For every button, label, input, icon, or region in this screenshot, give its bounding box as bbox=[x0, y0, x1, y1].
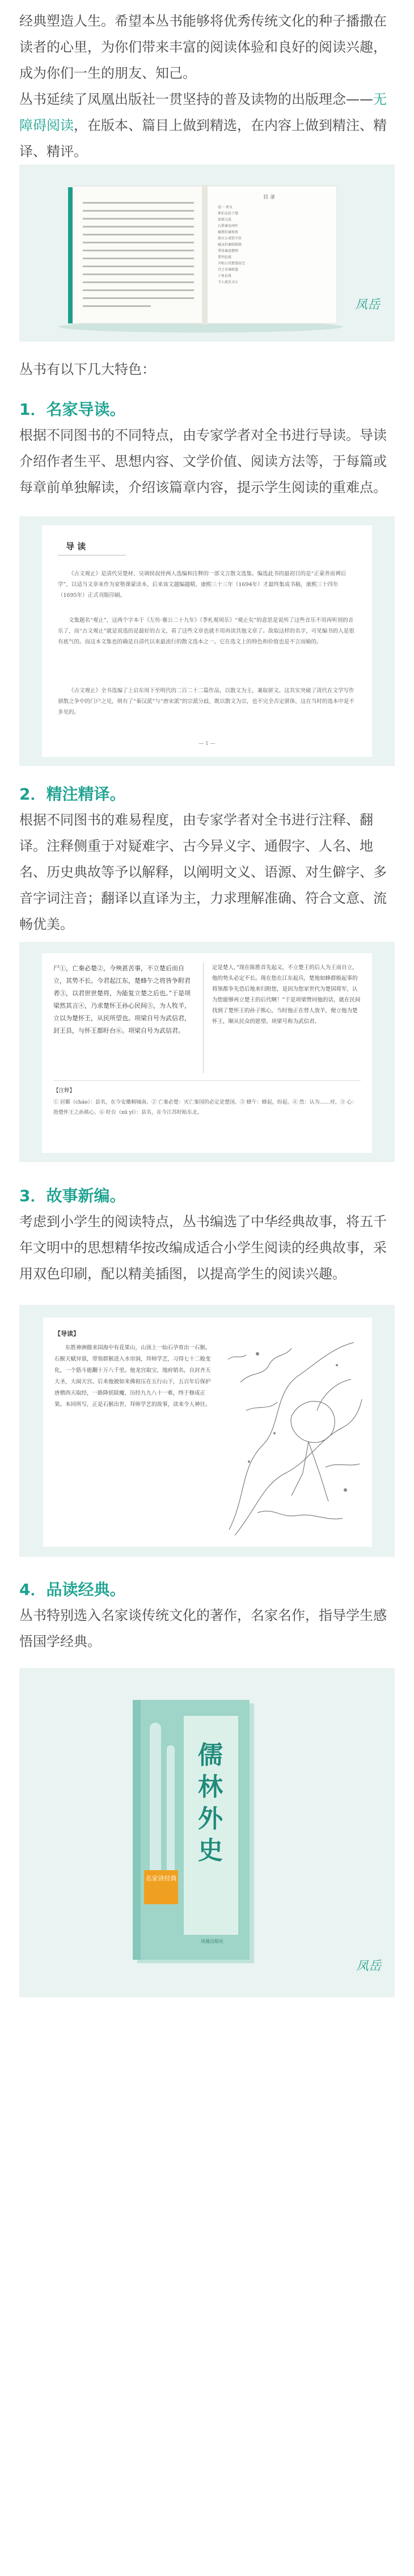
intro-paragraph-1: 经典塑造人生。希望本丛书能够将优秀传统文化的种子播撒在读者的心里，为你们带来丰富的阅读体验和良好的阅读兴趣，成为你们一生的朋友、知己。 bbox=[19, 13, 387, 81]
notes-divider bbox=[53, 1080, 361, 1081]
notes-label: 【注释】 bbox=[53, 1088, 75, 1094]
guide-paragraph-1: 《古文观止》是清代吴楚材、吴调侯叔侄两人选编和注释的一部文言散文选集。编选此书的最初目的是“正蒙养而裨后学”，以适当文章来作为家塾课蒙读本，后来该文越编越精，康熙三十三年（1694年）才最终集成书稿，康熙三十四年（1695年）正式刊版印刷。 bbox=[58, 571, 347, 599]
toc-item: 齐桓公伐楚盟屈完 bbox=[218, 262, 246, 266]
story-body: 东胜神洲傲来国海中有花果山，山顶上一仙石孕育出一石猴。石猴天赋异禀，带领群猴进入水帘洞，拜师学艺，习得七十二般变化，一个筋斗能翻十万八千里。他龙宫取宝，地府销名，自封齐天大圣，大闹天宫。后来他被如来佛祖压在五行山下，五百年后保护唐僧西天取经，一路降妖除魔，历经九九八十一难，终于修成正果。本回所写，正是石猴出世、拜师学艺的故事，读来令人神往。 bbox=[54, 1345, 211, 1408]
feature-2-heading: 2．精注精译。 bbox=[19, 785, 126, 803]
feature-1-body: 根据不同图书的不同特点，由专家学者对全书进行导读。导读介绍作者生平、思想内容、文学价值、阅读方法等，于每篇或每章前单独解读，介绍该篇章内容，提示学生阅读的重难点。 bbox=[19, 427, 387, 495]
toc-title: 目 录 bbox=[263, 195, 275, 200]
toc-item: 子鱼论战 bbox=[218, 274, 232, 278]
cover-badge: 名家讲经典 bbox=[144, 1870, 178, 1904]
story-label: 【导读】 bbox=[54, 1330, 79, 1337]
feature-1-heading: 1．名家导读。 bbox=[19, 400, 126, 419]
guide-label: 导 读 bbox=[66, 541, 86, 552]
toc-item: 卷一 周文 bbox=[218, 205, 233, 209]
guide-paragraph-3: 《古文观止》全书选编了上启东周下至明代的二百二十二篇作品，以散文为主，兼取骈文。这其实突破了清代在文学写作骈散之争中的门户之见，则有了“秦汉派”与“唐宋派”的宗派分歧，既以散文为宗，也不完全否定骈体，这在当时的选本中是不多见的。 bbox=[58, 688, 354, 715]
notes-text: ① 居鄛（cháo）：县名，在今安徽桐城南。② 亡秦必楚：灭亡秦国的必定是楚国。③ 蜂午：蜂起，纷起。④ 然：认为……对。⑤ 心：指楚怀王之孙熊心。⑥ 盱台（xū yí）：县名，在今江苏盱眙东北。 bbox=[53, 1100, 357, 1116]
intro-paragraph-2-tail: ，在版本、篇目上做到精选，在内容上做到精注、精译、精评。 bbox=[19, 117, 387, 159]
features-intro: 丛书有以下几大特色： bbox=[19, 361, 155, 377]
toc-item: 周郑交质 bbox=[218, 218, 232, 222]
feature-4-heading: 4．品读经典。 bbox=[19, 1580, 126, 1599]
feature-2-body: 根据不同图书的难易程度，由专家学者对全书进行注释、翻译。注释侧重于对疑难字、古今异义字、通假字、人名、地名、历史典故等予以解释，以阐明文义、语源、对生僻字、多音字词注音；翻译以直译为主，力求理解准确、符合文意、流畅优美。 bbox=[19, 812, 387, 932]
annotation-translation-text: 定是楚人，”现在陈胜首先起义，不立楚王的后人为王而自立，他的势头必定不长。现在您在江东起兵，楚地如蜂群般起事的将领都争先恐后地来归附您，是因为您家世代为楚国将军，认为您能够再立楚王的后代啊！”于是项梁赞同他的话，就在民间找到了楚怀王的孙子熊心，当时他正在替人放羊，便立他为楚怀王，顺从民众的愿望。项梁号称为武信君。 bbox=[212, 965, 361, 1025]
guide-paragraph-2: 文集题名“观止”，这两个字本于《左传·襄公二十九年》《季札观周乐》“观止矣”的意思是说所了这些音乐不用再听别的音乐了，而“古文观止”就是说选的是最好的古文，看了这些文章也就不用再读其他文章了。故取这样的名字，可见编书的人是很有底气的。而这本文集也的确是自清代以来最流行的散文选本之一。它在选文上的特色和价值也是不言而喻的。 bbox=[58, 617, 354, 645]
toc-item: 郑庄公戒饬守臣 bbox=[218, 237, 242, 241]
svg-text:凤岳: 凤岳 bbox=[356, 1959, 382, 1973]
svg-text:凤岳: 凤岳 bbox=[354, 298, 381, 312]
barrier-free-reading-highlight: 无障碍阅读 bbox=[19, 91, 387, 133]
story-illustration bbox=[223, 1325, 363, 1539]
annotation-original-text: 尸①，亡秦必楚②，今殃甚苦事，不立楚后而自立，其势不长。今君起江东，楚蜂午之将皆争附君者③，以君世世楚将，为能复立楚之后也。”于是项梁然其言④，乃求楚怀王孙心民间⑤，为人牧羊，立以为楚怀王，从民所望也。项梁自号为武信君，封王县，与怀王都盱台⑥。项梁自号为武信君。 bbox=[53, 965, 191, 1034]
intro-paragraph-2 bbox=[19, 86, 395, 165]
story-sample-page bbox=[43, 1318, 372, 1547]
feature-4-body: 丛书特别选入名家谈传统文化的著作，名家名作，指导学生感悟国学经典。 bbox=[19, 1607, 387, 1649]
toc-item: 石碏谏宠州吁 bbox=[218, 224, 239, 228]
guide-label-box bbox=[58, 539, 126, 555]
toc-item: 郑伯克段于鄢 bbox=[218, 212, 239, 216]
intro-paragraph-2-lead: 丛书延续了凤凰出版社一贯坚持的普及读物的出版理念—— bbox=[19, 91, 373, 107]
book-spread-panel bbox=[19, 165, 395, 342]
toc-item: 曹刿论战 bbox=[218, 255, 232, 259]
toc-item: 季梁谏追楚师 bbox=[218, 249, 239, 253]
seal-stamp-icon bbox=[350, 1947, 387, 1984]
seal-stamp-icon bbox=[349, 286, 386, 322]
guide-page-number: — 1 — bbox=[198, 741, 216, 747]
toc-item: 寺人披见文公 bbox=[218, 280, 239, 284]
column-divider bbox=[203, 962, 204, 1074]
feature-3-heading: 3．故事新编。 bbox=[19, 1186, 126, 1205]
book-cover bbox=[133, 1700, 257, 1967]
cover-publisher: 凤凰出版社 bbox=[201, 1939, 223, 1944]
annotation-sample-page bbox=[42, 953, 372, 1153]
toc-item: 臧僖伯谏观鱼 bbox=[218, 230, 239, 234]
toc-item: 宫之奇谏假道 bbox=[218, 268, 239, 272]
toc-item: 臧哀伯谏纳郜鼎 bbox=[218, 243, 242, 247]
guide-sample-page bbox=[42, 525, 372, 757]
guide-sample-panel bbox=[19, 516, 395, 766]
toc-list bbox=[218, 204, 326, 285]
feature-3-body: 考虑到小学生的阅读特点，丛书编选了中华经典故事，将五千年文明中的思想精华按改编成适合小学生阅读的经典故事，采用双色印刷，配以精美插图，以提高学生的阅读兴趣。 bbox=[19, 1214, 387, 1282]
cover-title: 儒林外史 bbox=[198, 1741, 223, 1865]
annotation-sample-panel bbox=[19, 942, 395, 1162]
book-spread-image bbox=[19, 165, 395, 342]
cover-sample-panel bbox=[19, 1668, 395, 1997]
story-sample-panel bbox=[19, 1305, 395, 1557]
